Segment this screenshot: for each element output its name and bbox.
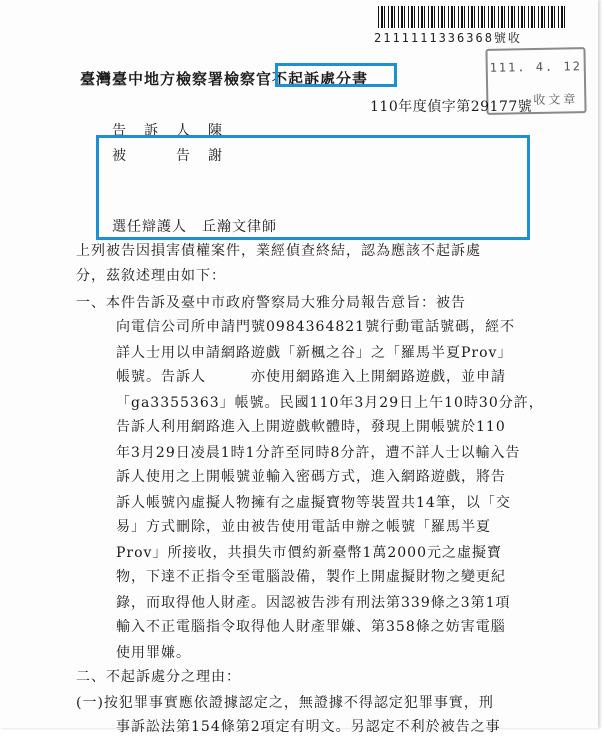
complainant-line: 告 訴 人 陳 (112, 123, 224, 139)
body-line: 一、本件告訴及臺中市政府警察局大雅分局報告意旨：被告 (76, 295, 466, 311)
body-line: 易」方式刪除，並由被告使用電話申辦之帳號「羅馬半夏 (116, 519, 491, 535)
body-line: 事訴訟法第154條第2項定有明文。另認定不利於被告之事 (116, 719, 501, 735)
body-line: 帳號。告訴人 亦使用網路進入上開網路遊戲，並申請 (116, 369, 506, 385)
body-line: 「ga3355363」帳號。民國110年3月29日上午10時30分許， (116, 395, 544, 411)
title-highlight-box (275, 63, 397, 87)
body-line: 向電信公司所申請門號0984364821號行動電話號碼，經不 (116, 319, 516, 335)
body-line: 告訴人利用網路進入上開遊戲軟體時，發現上開帳號於110 (116, 419, 506, 435)
body-line: 分，茲敘述理由如下： (76, 268, 226, 284)
barcode-digits: 2111111336368 (374, 31, 494, 45)
body-line: 物，下達不正指令至電腦設備，製作上開虛擬財物之變更紀 (116, 569, 506, 585)
body-line: Prov」所接收，共損失市價約新臺幣1萬2000元之虛擬寶 (116, 545, 502, 561)
body-line: (一)按犯罪事實應依證據認定之，無證據不得認定犯罪事實，刑 (76, 695, 494, 711)
body-line: 錄，而取得他人財產。因認被告涉有刑法第339條之3第1項 (116, 595, 511, 611)
document-type: 不起訴處分書 (272, 70, 369, 88)
body-line: 詳人士用以申請網路遊戲「新楓之谷」之「羅馬半夏Prov」 (116, 345, 513, 361)
body-line: 使用罪嫌。 (116, 645, 191, 661)
body-line: 二、不起訴處分之理由： (76, 669, 241, 685)
body-line: 訴人帳號內虛擬人物擁有之虛擬寶物等裝置共14筆，以「交 (116, 495, 511, 511)
defendant-line: 被 告 謝 (112, 148, 224, 164)
body-line: 上列被告因損害債權案件，業經偵查終結，認為應該不起訴處 (76, 243, 481, 259)
stamp-date: 111. 4. 12 (489, 59, 582, 75)
barcode-suffix: 號收 (493, 31, 522, 45)
case-number: 110年度偵字第29177號 (370, 99, 533, 115)
barcode-number (374, 29, 522, 46)
agency-name: 臺灣臺中地方檢察署檢察官 (80, 70, 273, 88)
stamp-label: 收文章 (533, 92, 579, 108)
barcode (378, 6, 568, 28)
body-line: 訴人使用之上開帳號並輸入密碼方式，進入網路遊戲，將告 (116, 469, 506, 485)
body-line: 年3月29日凌晨1時1分許至同時8分許，遭不詳人士以輸入告 (116, 445, 521, 461)
body-line: 輸入不正電腦指令取得他人財產罪嫌、第358條之妨害電腦 (116, 619, 506, 635)
party-highlight-box (96, 135, 530, 240)
defense-counsel-line: 選任辯護人 丘瀚文律師 (112, 219, 277, 235)
